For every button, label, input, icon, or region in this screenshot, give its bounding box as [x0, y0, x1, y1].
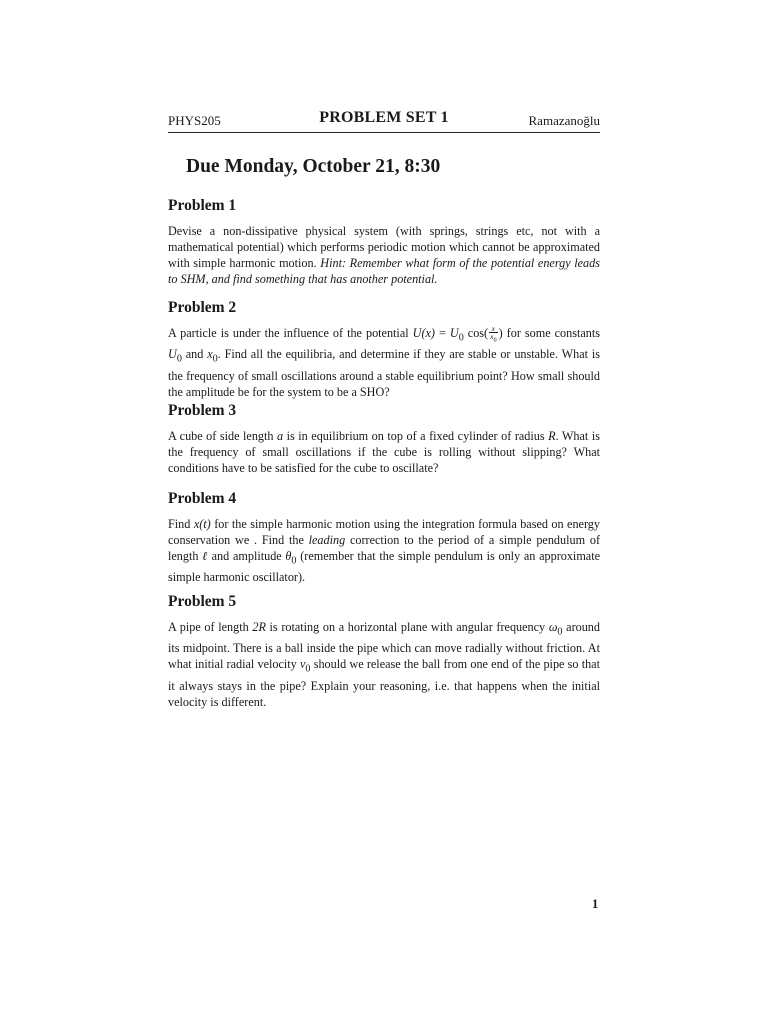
problem-text: Find x(t) for the simple harmonic motion using the integration formula based on energy conservation we . Find the leading correction to the period of a simple pendulum of length ℓ and amplitude $\theta_0$ (remember that the simple pendulum is only an approximate simple harmonic oscillator). — [168, 517, 601, 585]
due-date-heading: Due Monday, October 21, 8:30 — [186, 156, 441, 177]
problem-title: Problem 5 — [168, 593, 237, 610]
problem-text: A particle is under the influence of the potential $U(x) = U_0$ cos( $\frac{x}{x_0}$ ) for some constants $U_0$ and $x_0$. Find all the equilibria, and determine if they are stable or unstable. What is the frequency of small oscillations around a stable equilibrium point? How small should the amplitude be for the system to be a SHO? — [168, 324, 601, 399]
page-number: 1 — [592, 897, 599, 911]
problem-5 — [168, 592, 600, 710]
page-header — [168, 108, 600, 133]
author-name: Ramazanoğlu — [528, 113, 600, 128]
problem-2 — [168, 298, 600, 400]
problem-text: A cube of side length a is in equilibrium on top of a fixed cylinder of radius R. What is the frequency of small oscillations if the cube is rolling without slipping? What conditions have to be satisfied for the cube to oscillate? — [168, 429, 600, 475]
problem-text: Devise a non-dissipative physical system (with springs, strings etc, not with a mathematical potential) which performs periodic motion which cannot be approximated with simple harmonic motion. Hint: Remember what form of the potential energy leads to SHM, and find something that has another potential. — [168, 224, 600, 286]
course-code: PHYS205 — [168, 113, 221, 128]
problem-title: Problem 4 — [168, 490, 237, 507]
problem-1 — [168, 196, 600, 287]
fraction: $\frac{x}{x_0}$ — [490, 324, 497, 344]
problem-title: Problem 1 — [168, 197, 237, 214]
problem-3 — [168, 401, 600, 476]
problem-4 — [168, 489, 600, 585]
hint-text: Hint: Remember what form of the potential energy leads to SHM, and find something that has another potential. — [168, 256, 600, 286]
problem-text: A pipe of length 2R is rotating on a horizontal plane with angular frequency $\omega_0$ around its midpoint. There is a ball inside the pipe which can move radially without friction. At what initial radial velocity $v_0$ should we release the ball from one end of the pipe so that it always stays in the pipe? Explain your reasoning, i.e. that happens when the initial velocity is different. — [168, 620, 600, 709]
problem-title: Problem 3 — [168, 402, 237, 419]
problem-title: Problem 2 — [168, 299, 237, 316]
document-title: PROBLEM SET 1 — [319, 109, 449, 126]
